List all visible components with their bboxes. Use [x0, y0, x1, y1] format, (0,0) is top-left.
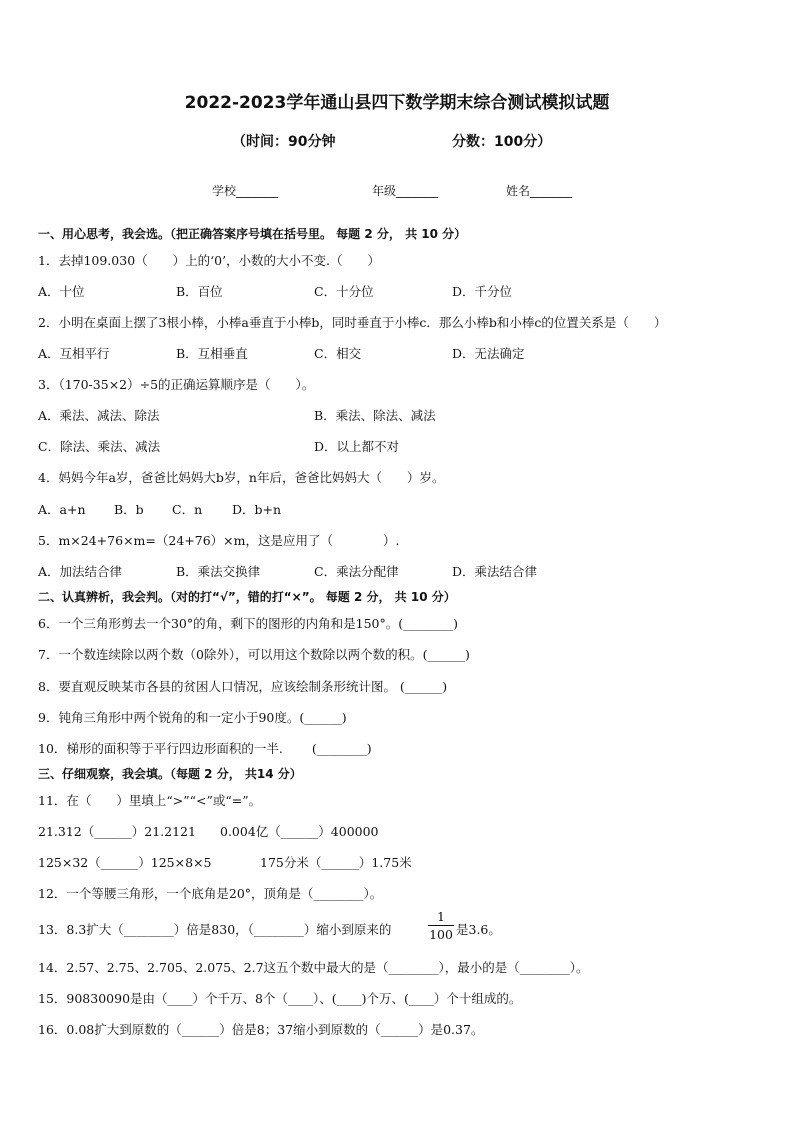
- section3-heading: 三、仔细观察，我会填。（每题 2 分， 共14 分）: [38, 767, 302, 781]
- question-16: 16．0.08扩大到原数的（______）倍是8；37缩小到原数的（______）是0.37。: [38, 1022, 484, 1037]
- q11-item-c: 125×32（______）125×8×5: [38, 855, 212, 870]
- q2-option-a: A．互相平行: [38, 346, 110, 361]
- q4-option-c: C．n: [172, 502, 203, 517]
- q5-option-d: D．乘法结合律: [452, 564, 538, 579]
- q2-option-c: C．相交: [314, 346, 362, 361]
- page-title: 2022-2023学年通山县四下数学期末综合测试模拟试题: [184, 93, 610, 113]
- question-10: 10．梯形的面积等于平行四边形面积的一半. (________): [38, 741, 372, 756]
- score-label: 分数：100分）: [452, 134, 552, 150]
- q3-option-d: D．以上都不对: [314, 439, 400, 454]
- question-13-end: 是3.6。: [456, 922, 501, 937]
- name-field: 姓名_______: [506, 184, 573, 198]
- q1-option-a: A．十位: [38, 284, 85, 299]
- q1-option-b: B．百位: [176, 284, 223, 299]
- q2-option-d: D．无法确定: [452, 346, 525, 361]
- question-14: 14．2.57、2.75、2.705、2.075、2.7这五个数中最大的是（________），最小的是（________）。: [38, 960, 589, 975]
- school-field: 学校_______: [212, 184, 279, 198]
- question-11: 11．在（ ）里填上“>”“<”或“=”。: [38, 793, 262, 808]
- question-1: 1．去掉109.030（ ）上的‘0’，小数的大小不变.（ ）: [38, 253, 381, 268]
- question-6: 6．一个三角形剪去一个30°的角，剩下的图形的内角和是150°。(________): [38, 616, 458, 631]
- q13-fraction: [428, 909, 454, 942]
- q1-option-c: C．十分位: [314, 284, 374, 299]
- q3-option-a: A．乘法、减法、除法: [38, 408, 160, 423]
- question-5: 5．m×24+76×m=（24+76）×m，这是应用了（ ）.: [38, 533, 400, 548]
- question-4: 4．妈妈今年a岁，爸爸比妈妈大b岁，n年后，爸爸比妈妈大（ ）岁。: [38, 470, 445, 485]
- q3-option-b: B．乘法、除法、减法: [314, 408, 436, 423]
- q4-option-a: A．a+n: [38, 502, 86, 517]
- q3-option-c: C．除法、乘法、减法: [38, 439, 161, 454]
- fraction-denominator: 100: [429, 927, 453, 942]
- section1-heading: 一、用心思考，我会选。（把正确答案序号填在括号里。 每题 2 分， 共 10 分）: [38, 227, 467, 241]
- question-3: 3．（170-35×2）÷5的正确运算顺序是（ ）。: [38, 377, 315, 392]
- question-7: 7．一个数连续除以两个数（0除外），可以用这个数除以两个数的积。(______): [38, 647, 470, 662]
- time-label: （时间：90分钟: [232, 134, 336, 150]
- question-8: 8．要直观反映某市各县的贫困人口情况，应该绘制条形统计图。 (______): [38, 679, 448, 694]
- question-2: 2．小明在桌面上摆了3根小棒，小棒a垂直于小棒b，同时垂直于小棒c．那么小棒b和小棒c的位置关系是（ ）: [38, 315, 667, 330]
- question-13: 13．8.3扩大（________）倍是830，（________）缩小到原来的: [38, 922, 392, 937]
- q5-option-c: C．乘法分配律: [314, 564, 399, 579]
- q11-item-b: 0.004亿（______）400000: [220, 824, 379, 839]
- section2-heading: 二、认真辨析，我会判。（对的打“√”，错的打“×”。 每题 2 分， 共 10 分）: [38, 590, 456, 604]
- q4-option-b: B．b: [114, 502, 144, 517]
- q5-option-a: A．加法结合律: [38, 564, 123, 579]
- question-9: 9．钝角三角形中两个锐角的和一定小于90度。(______): [38, 710, 347, 725]
- q11-item-d: 175分米（______）1.75米: [260, 855, 412, 870]
- q4-option-d: D．b+n: [232, 502, 282, 517]
- q2-option-b: B．互相垂直: [176, 346, 248, 361]
- fraction-bar: [428, 925, 454, 926]
- question-15: 15．90830090是由（____）个千万、8个（____）、(____)个万、(____）个十组成的。: [38, 991, 522, 1006]
- q11-item-a: 21.312（______）21.2121: [38, 824, 196, 839]
- q1-option-d: D．千分位: [452, 284, 513, 299]
- grade-field: 年级_______: [372, 184, 439, 198]
- q5-option-b: B．乘法交换律: [176, 564, 261, 579]
- question-12: 12．一个等腰三角形，一个底角是20°，顶角是（________）。: [38, 886, 383, 901]
- fraction-numerator: 1: [437, 909, 445, 924]
